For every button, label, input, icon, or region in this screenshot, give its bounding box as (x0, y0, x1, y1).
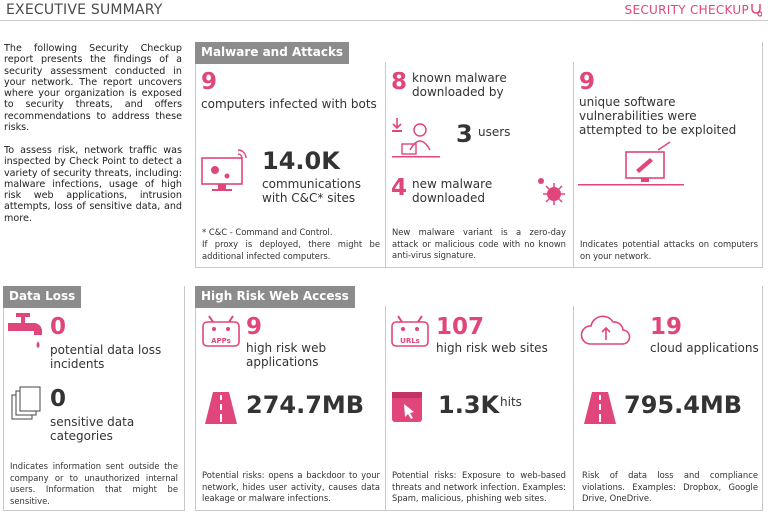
proxy-note: If proxy is deployed, there might be additional infected computers. (202, 239, 380, 261)
known-malware-label: known malware downloaded by (412, 71, 507, 99)
brand-logo: SECURITY CHECKUP (625, 3, 762, 17)
dataloss-incidents-label: potential data loss incidents (50, 343, 162, 371)
web-sites-hits: 1.3K (438, 391, 500, 419)
click-icon (390, 390, 426, 426)
documents-icon (10, 385, 44, 421)
svg-text:URLs: URLs (400, 337, 420, 345)
road-icon (582, 390, 618, 426)
users-count: 3 (456, 120, 473, 148)
cloud-icon (578, 312, 634, 350)
vulnerabilities-note: Indicates potential attacks on computers on your network. (580, 239, 758, 261)
web-sites-count: 107 (436, 314, 485, 340)
web-apps-traffic: 274.7MB (246, 391, 365, 419)
attack-monitor-icon (578, 140, 684, 190)
virus-icon (534, 174, 570, 210)
urls-icon (390, 312, 430, 350)
divider (573, 306, 574, 511)
vulnerabilities-count: 9 (579, 69, 596, 95)
cc-count: 14.0K (262, 147, 340, 175)
apps-icon (201, 312, 241, 350)
users-label: users (478, 125, 511, 139)
infected-monitor-icon (200, 148, 250, 194)
cc-label: communications with C&C* sites (262, 177, 362, 205)
dataloss-categories-count: 0 (50, 386, 67, 412)
divider (385, 306, 386, 511)
bots-label: computers infected with bots (201, 97, 377, 111)
page-title: EXECUTIVE SUMMARY (6, 2, 163, 18)
web-sites-hits-label: hits (500, 395, 522, 409)
dataloss-incidents-count: 0 (50, 314, 67, 340)
web-apps-label: high risk web applications (246, 341, 327, 369)
intro-paragraph-2: To assess risk, network traffic was inspected by Check Point to detect a variety of security threats, including: malware infections, usage of high risk web applications, intrusion attempts, loss of sensitive data, and more. (4, 145, 182, 224)
intro-paragraph-1: The following Security Checkup report presents the findings of a security assessment conducted in your network. The report uncovers where your organization is exposed to security threats, and offers recommendations to address these risks. (4, 43, 182, 134)
new-malware-count: 4 (391, 175, 408, 201)
web-apps-count: 9 (246, 314, 263, 340)
dataloss-panel-title: Data Loss (3, 286, 81, 308)
malware-panel-title: Malware and Attacks (195, 42, 349, 64)
web-sites-note: Potential risks: Exposure to web-based threats and network infection. Examples: Spam, malicious, phishing web sites. (392, 470, 566, 503)
cloud-apps-count: 19 (650, 314, 683, 340)
vulnerabilities-label: unique software vulnerabilities were attempted to be exploited (579, 95, 737, 137)
dataloss-note: Indicates information sent outside the company or to unauthorized internal users. Information that might be sensitive. (10, 461, 178, 506)
bots-count: 9 (201, 69, 218, 95)
new-malware-note: New malware variant is a zero-day attack or malicious code with no known anti-virus signature. (392, 227, 566, 260)
svg-text:APPs: APPs (211, 337, 231, 345)
faucet-icon (6, 311, 46, 351)
cloud-apps-label: cloud applications (650, 341, 759, 355)
web-apps-note: Potential risks: opens a backdoor to your network, hides user activity, causes data leakage or malware infections. (202, 470, 380, 503)
cloud-note: Risk of data loss and compliance violations. Examples: Dropbox, Google Drive, OneDrive. (582, 470, 758, 503)
header-divider (0, 20, 768, 21)
user-download-icon (390, 118, 442, 162)
divider (385, 62, 386, 268)
cloud-traffic: 795.4MB (624, 391, 743, 419)
dataloss-categories-label: sensitive data categories (50, 415, 135, 443)
cc-note: * C&C - Command and Control. (202, 227, 333, 237)
known-malware-count: 8 (391, 69, 408, 95)
divider (573, 62, 574, 268)
web-sites-label: high risk web sites (436, 341, 548, 355)
web-panel-title: High Risk Web Access (195, 286, 355, 308)
stethoscope-icon (750, 3, 762, 17)
new-malware-label: new malware downloaded (412, 177, 493, 205)
road-icon (203, 390, 239, 426)
